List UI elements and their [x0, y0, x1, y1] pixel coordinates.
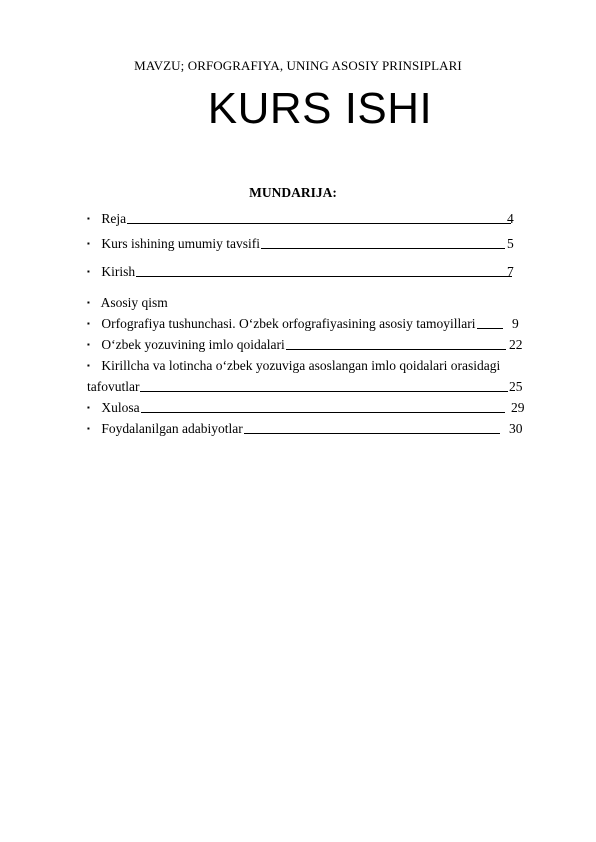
toc-entry-imlo-qoidalari	[87, 336, 527, 354]
toc-entry-label-continuation: tafovutlar	[87, 379, 140, 394]
toc-entry-label: Kirish	[101, 264, 136, 279]
toc-entry-page: 9	[512, 316, 519, 331]
toc-entry-page: 29	[511, 400, 525, 415]
toc-entry-kirish	[87, 263, 527, 281]
toc-entry-reja	[87, 210, 527, 228]
toc-entry-page: 30	[509, 421, 523, 436]
toc-entry-label: Orfografiya tushunchasi. O‘zbek orfografiyasining asosiy tamoyillari	[101, 316, 476, 331]
toc-entry-label: Reja	[101, 211, 127, 226]
leader-line	[141, 399, 505, 413]
document-title: KURS ISHI	[207, 84, 433, 133]
toc-entry-label: Foydalanilgan adabiyotlar	[101, 421, 243, 436]
toc-entry-continuation	[87, 378, 527, 396]
bullet-icon: ▪	[87, 361, 90, 370]
bullet-icon: ▪	[87, 403, 90, 412]
toc-entry-kirillcha-va-lotincha	[87, 357, 527, 375]
toc-entry-asosiy-qism	[87, 294, 527, 312]
toc-entry-label: Asosiy qism	[100, 295, 168, 310]
leader-line	[136, 263, 512, 277]
leader-line	[127, 210, 511, 224]
leader-line	[244, 420, 500, 434]
toc-entry-page: 7	[507, 264, 514, 279]
toc-heading: MUNDARIJA:	[249, 185, 337, 200]
toc-entry-orfografiya-tushunchasi	[87, 315, 527, 333]
bullet-icon: ▪	[87, 298, 90, 307]
toc-entry-label: Kurs ishining umumiy tavsifi	[101, 236, 260, 251]
toc-entry-xulosa	[87, 399, 527, 417]
toc-entry-page: 22	[509, 337, 523, 352]
bullet-icon: ▪	[87, 239, 90, 248]
bullet-icon: ▪	[87, 214, 90, 223]
leader-line	[286, 336, 506, 350]
toc-entry-label: O‘zbek yozuvining imlo qoidalari	[101, 337, 285, 352]
toc-entry-foydalanilgan-adabiyotlar	[87, 420, 527, 438]
toc-entry-page: 5	[507, 236, 514, 251]
leader-line	[140, 378, 508, 392]
leader-line	[477, 315, 503, 329]
toc-entry-kurs-ishining-umumiy-tavsifi	[87, 235, 527, 253]
toc-entry-page: 4	[507, 211, 514, 226]
bullet-icon: ▪	[87, 340, 90, 349]
bullet-icon: ▪	[87, 267, 90, 276]
topic-line: MAVZU; ORFOGRAFIYA, UNING ASOSIY PRINSIPLARI	[134, 58, 462, 73]
table-of-contents	[87, 210, 527, 438]
bullet-icon: ▪	[87, 319, 90, 328]
bullet-icon: ▪	[87, 424, 90, 433]
toc-entry-label: Xulosa	[101, 400, 140, 415]
leader-line	[261, 235, 505, 249]
toc-entry-label: Kirillcha va lotincha o‘zbek yozuviga asoslangan imlo qoidalari orasidagi	[101, 358, 501, 373]
toc-entry-page: 25	[509, 379, 523, 394]
